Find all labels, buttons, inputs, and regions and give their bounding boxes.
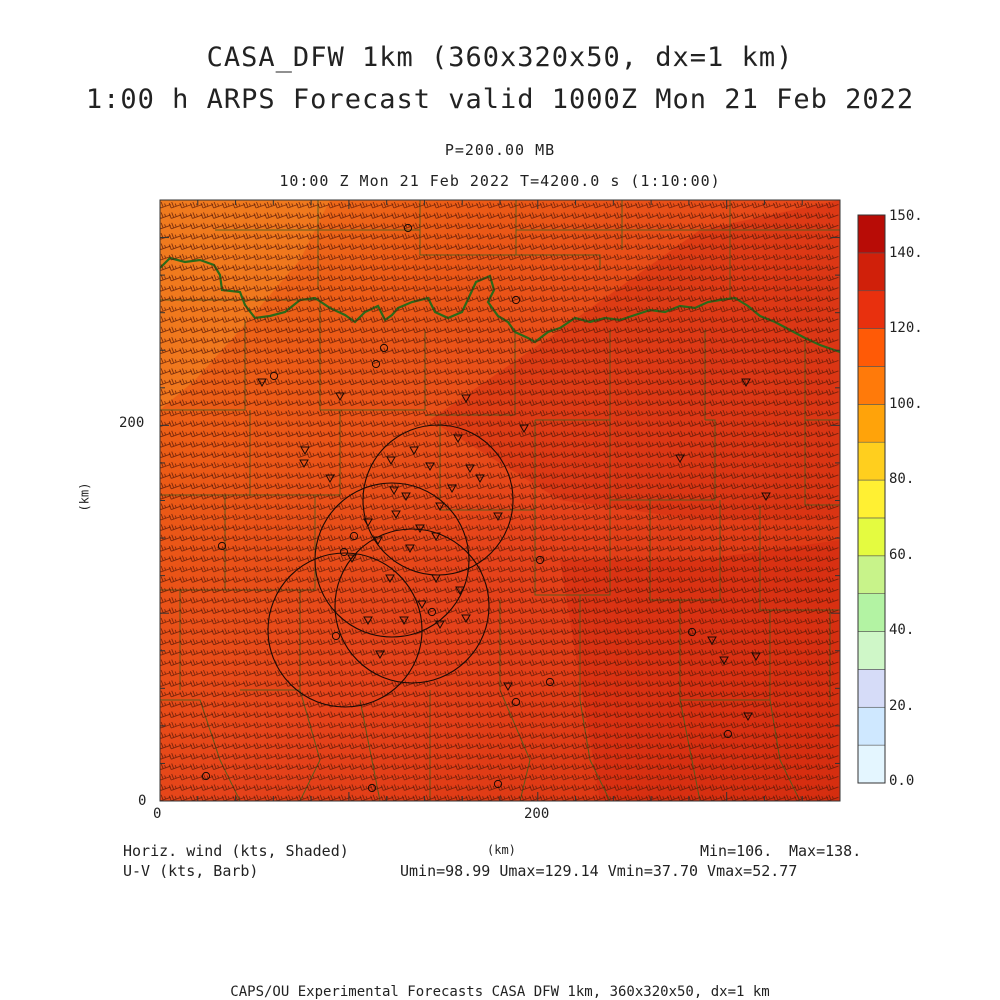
colorbar-label-80: 80. [889, 471, 915, 487]
wind-barb [148, 774, 160, 780]
wind-barb [148, 483, 160, 489]
wind-barb [148, 452, 160, 458]
wind-barb [148, 576, 160, 582]
colorbar-bin [858, 291, 885, 329]
wind-barb [148, 410, 160, 416]
wind-barb [148, 462, 160, 468]
colorbar-label-20: 20. [889, 698, 915, 714]
colorbar-bin [858, 745, 885, 783]
colorbar-bin [858, 632, 885, 670]
colorbar-label-40: 40. [889, 622, 915, 638]
wind-barb [148, 212, 160, 218]
wind-barb [148, 264, 160, 270]
wind-barb [148, 597, 160, 603]
wind-barb [148, 691, 160, 697]
wind-barb [148, 587, 160, 593]
wind-barb [148, 556, 160, 562]
wind-barb [148, 493, 160, 499]
wind-barb [148, 337, 160, 343]
wind-barb [148, 628, 160, 634]
wind-barb [148, 431, 160, 437]
colorbar-bin [858, 215, 885, 253]
wind-barb [148, 379, 160, 385]
wind-barb [148, 753, 160, 759]
wind-barb [148, 420, 160, 426]
uv-statistics: Umin=98.99 Umax=129.14 Vmin=37.70 Vmax=52.77 [400, 862, 798, 880]
colorbar [858, 215, 885, 783]
y-tick-label-200: 200 [119, 415, 145, 431]
colorbar-bin [858, 480, 885, 518]
wind-barb [148, 649, 160, 655]
wind-barb [148, 368, 160, 374]
wind-barb [148, 608, 160, 614]
field-min-value: Min=106. [700, 842, 773, 860]
wind-barb [148, 701, 160, 707]
colorbar-label-0: 0.0 [889, 773, 915, 789]
wind-barb [148, 545, 160, 551]
colorbar-bin [858, 707, 885, 745]
wind-barb [148, 618, 160, 624]
wind-barb [148, 732, 160, 738]
wind-barb [148, 743, 160, 749]
wind-barb [148, 327, 160, 333]
colorbar-label-150: 150. [889, 208, 923, 224]
footer-credit: CAPS/OU Experimental Forecasts CASA DFW 1km, 360x320x50, dx=1 km [230, 984, 770, 1000]
plot-title-line2: 1:00 h ARPS Forecast valid 1000Z Mon 21 Feb 2022 [85, 84, 915, 115]
wind-barb [148, 660, 160, 666]
wind-barb [148, 244, 160, 250]
wind-barb [148, 535, 160, 541]
wind-barb [148, 566, 160, 572]
shaded-field-name: Horiz. wind (kts, Shaded) [123, 842, 349, 860]
y-tick-label-0: 0 [138, 793, 147, 809]
colorbar-bin [858, 594, 885, 632]
wind-barb [148, 712, 160, 718]
wind-barb [148, 680, 160, 686]
wind-barb [148, 202, 160, 208]
wind-barb [148, 254, 160, 260]
wind-barb [148, 306, 160, 312]
pressure-level-label: P=200.00 MB [444, 141, 556, 159]
wind-barb [148, 441, 160, 447]
colorbar-label-100: 100. [889, 396, 923, 412]
colorbar-label-120: 120. [889, 320, 923, 336]
wind-barb [148, 223, 160, 229]
colorbar-bin [858, 366, 885, 404]
wind-barb [148, 524, 160, 530]
x-tick-label-0: 0 [153, 806, 162, 822]
wind-barb [148, 472, 160, 478]
wind-barb [148, 348, 160, 354]
colorbar-bin [858, 669, 885, 707]
colorbar-bin [858, 253, 885, 291]
wind-barb [148, 504, 160, 510]
colorbar-label-140: 140. [889, 245, 923, 261]
wind-barb [148, 670, 160, 676]
colorbar-bin [858, 329, 885, 367]
wind-barb [148, 784, 160, 790]
colorbar-label-60: 60. [889, 547, 915, 563]
valid-time-label: 10:00 Z Mon 21 Feb 2022 T=4200.0 s (1:10:00) [279, 172, 721, 190]
colorbar-bin [858, 442, 885, 480]
wind-barb [148, 514, 160, 520]
x-tick-label-200: 200 [524, 806, 550, 822]
wind-field-area [148, 200, 840, 801]
wind-barb [148, 639, 160, 645]
vector-field-name: U-V (kts, Barb) [123, 862, 259, 880]
x-axis-unit: (km) [487, 843, 516, 857]
wind-barb [148, 389, 160, 395]
colorbar-bin [858, 556, 885, 594]
wind-barb [148, 316, 160, 322]
wind-barb [148, 296, 160, 302]
wind-barb [148, 764, 160, 770]
field-max-value: Max=138. [789, 842, 862, 860]
wind-barb [148, 285, 160, 291]
y-axis-unit: (km) [77, 482, 92, 512]
wind-barb [148, 358, 160, 364]
wind-barb [148, 400, 160, 406]
wind-barb [148, 795, 160, 801]
wind-barb [148, 722, 160, 728]
colorbar-bin [858, 404, 885, 442]
wind-barb [148, 275, 160, 281]
wind-barb [148, 233, 160, 239]
plot-title-line1: CASA_DFW 1km (360x320x50, dx=1 km) [206, 42, 794, 73]
colorbar-bin [858, 518, 885, 556]
